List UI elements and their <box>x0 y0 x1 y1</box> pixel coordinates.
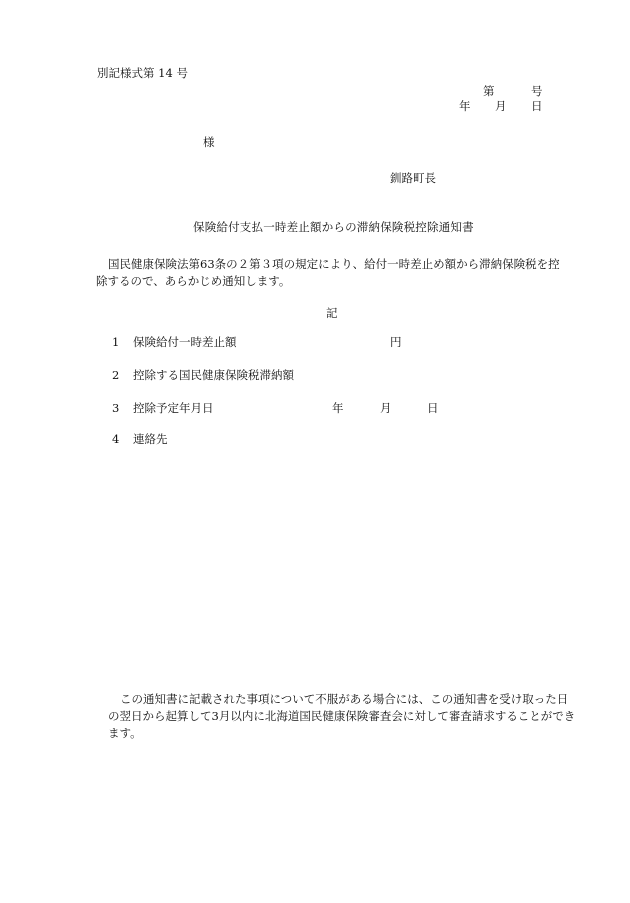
issue-date-day: 日 <box>531 99 543 113</box>
body-paragraph: 国民健康保険法第63条の２第３項の規定により、給付一時差止め額から滞納保険税を控除するので、あらかじめ通知します。 <box>96 257 560 288</box>
item-label: 保険給付一時差止額 <box>133 335 237 349</box>
scheduled-month: 月 <box>380 401 392 415</box>
document-title: 保険給付支払一時差止額からの滞納保険税控除通知書 <box>193 220 474 234</box>
item-label: 控除する国民健康保険税滞納額 <box>133 368 294 382</box>
form-number: 別記様式第 14 号 <box>97 66 188 80</box>
issue-number-prefix: 第 <box>483 84 495 98</box>
issue-number-suffix: 号 <box>531 84 543 98</box>
scheduled-year: 年 <box>332 401 344 415</box>
item-label: 連絡先 <box>133 432 168 446</box>
issue-date-line <box>0 101 630 115</box>
ki-heading: 記 <box>326 306 338 320</box>
scheduled-day: 日 <box>427 401 439 415</box>
addressee-honorific: 様 <box>203 135 215 149</box>
item-number: 1 <box>112 335 120 349</box>
appeal-notice: この通知書に記載された事項について不服がある場合には、この通知書を受け取った日の翌日から起算して3月以内に北海道国民健康保険審査会に対して審査請求することができます。 <box>108 692 576 740</box>
item-number: 3 <box>112 401 120 415</box>
item-number: 4 <box>112 432 120 446</box>
yen-unit: 円 <box>390 335 402 349</box>
item-label: 控除予定年月日 <box>133 401 214 415</box>
item-number: 2 <box>112 368 120 382</box>
issue-date-year: 年 <box>459 99 471 113</box>
issue-number-line <box>0 86 630 100</box>
issue-date-month: 月 <box>495 99 507 113</box>
sender-name: 釧路町長 <box>390 171 436 185</box>
